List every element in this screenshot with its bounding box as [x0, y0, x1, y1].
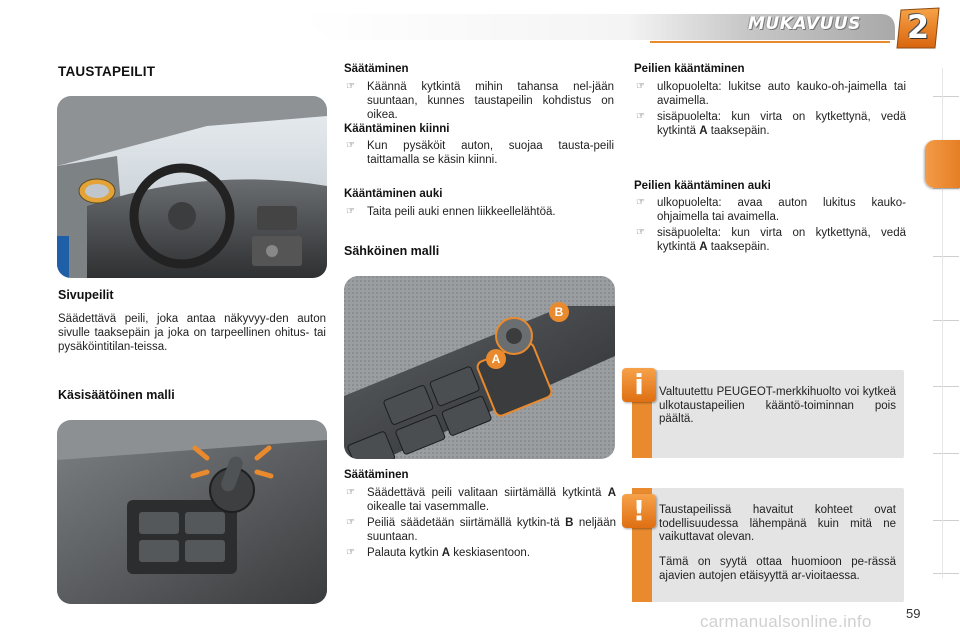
list-item-text: ulkopuolelta: avaa auton lukitus kauko-ohjaimella tai avaimella.	[657, 197, 906, 223]
callout-b: B	[549, 302, 569, 322]
tab-divider	[933, 188, 959, 189]
chapter-number: 2	[906, 8, 930, 46]
switch-label: A	[699, 241, 708, 253]
list-item-text: sisäpuolelta: kun virta on kytkettynä, vedä kytkintä	[657, 111, 906, 137]
tab-divider	[933, 320, 959, 321]
switch-label: A	[441, 547, 451, 559]
list-item	[344, 516, 616, 544]
warning-icon: !	[622, 494, 656, 528]
section-heading-adjusting-electric: Säätäminen	[344, 469, 409, 481]
tab-divider	[933, 453, 959, 454]
watermark: carmanualsonline.info	[700, 612, 872, 631]
warning-note-text-1: Taustapeilissä havaitut kohteet ovat todellisuudessa lähempänä kuin mitä ne vaikuttavat olevan.	[659, 504, 896, 543]
tab-divider	[933, 520, 959, 521]
manual-control-illustration	[57, 420, 327, 604]
pointing-hand-icon: ☞	[636, 227, 645, 238]
section-heading-unfolding: Kääntäminen auki	[344, 188, 443, 200]
list-item-text: oikealle tai vasemmalle.	[367, 501, 490, 513]
adjusting-electric-list	[344, 486, 616, 562]
folding-list	[344, 139, 614, 169]
chapter-badge	[895, 6, 941, 50]
switch-label: A	[607, 487, 616, 499]
tab-divider	[933, 96, 959, 97]
pointing-hand-icon: ☞	[346, 547, 355, 558]
list-item-text: neljään suuntaan.	[367, 517, 616, 543]
mirror-folding-list	[634, 80, 906, 140]
list-item-text: taaksepäin.	[707, 241, 770, 253]
section-title: MUKAVUUS	[748, 14, 861, 34]
pointing-hand-icon: ☞	[346, 81, 355, 92]
list-item-text: Taita peili auki ennen liikkeellelähtöä.	[367, 206, 556, 218]
pointing-hand-icon: ☞	[346, 206, 355, 217]
list-item-text: keskiasentoon.	[450, 547, 531, 559]
switch-label: B	[565, 517, 574, 529]
callout-a: A	[486, 349, 506, 369]
pointing-hand-icon: ☞	[346, 517, 355, 528]
tab-divider	[933, 386, 959, 387]
list-item-text: Käännä kytkintä mihin tahansa nel-jään suuntaan, kunnes taustapeilin kohdistus on oikea.	[367, 81, 614, 121]
switch-label: A	[699, 125, 708, 137]
section-heading-adjusting: Säätäminen	[344, 63, 409, 75]
electric-control-illustration	[344, 276, 615, 459]
side-mirrors-text: Säädettävä peili, joka antaa näkyvyy-den auton sivulle taaksepäin ja joka on tarpeellinen ohitus- tai pysäköintitilan-teissa.	[58, 313, 326, 353]
pointing-hand-icon: ☞	[636, 197, 645, 208]
warning-note-text-2: Tämä on syytä ottaa huomioon pe-rässä ajavien autojen etäisyyttä ar-vioitaessa.	[659, 556, 896, 582]
info-note-text: Valtuutettu PEUGEOT-merkkihuolto voi kytkeä ulkotaustapeilien kääntö-toiminnan pois päältä.	[659, 386, 896, 425]
electric-mirror-control-photo	[344, 276, 615, 459]
section-heading-mirror-unfolding: Peilien kääntäminen auki	[634, 180, 771, 192]
manual-mirror-control-photo	[57, 420, 327, 604]
list-item	[344, 486, 616, 514]
adjusting-list	[344, 80, 614, 124]
page-title: TAUSTAPEILIT	[58, 64, 156, 79]
pointing-hand-icon: ☞	[346, 140, 355, 151]
list-item-text: sisäpuolelta: kun virta on kytkettynä, vedä kytkintä	[657, 227, 906, 253]
list-item-text: taaksepäin.	[707, 125, 770, 137]
list-item-text: Säädettävä peili valitaan siirtämällä kytkintä	[367, 487, 608, 499]
list-item	[634, 226, 906, 254]
section-heading-folding: Kääntäminen kiinni	[344, 123, 450, 135]
list-item-text: Palauta kytkin	[367, 547, 442, 559]
section-heading-electric-model: Sähköinen malli	[344, 244, 440, 258]
list-item	[344, 546, 616, 560]
tab-divider	[933, 573, 959, 574]
tab-divider	[933, 256, 959, 257]
section-heading-side-mirrors: Sivupeilit	[58, 288, 114, 302]
list-item-text: ulkopuolelta: lukitse auto kauko-oh-jaimella tai avaimella.	[657, 81, 906, 107]
section-heading-mirror-folding: Peilien kääntäminen	[634, 63, 745, 75]
section-heading-manual-model: Käsisäätöinen malli	[58, 388, 175, 402]
pointing-hand-icon: ☞	[636, 81, 645, 92]
list-item	[344, 80, 614, 122]
unfolding-list	[344, 205, 614, 221]
tab-active-chapter-2[interactable]	[925, 140, 960, 188]
list-item	[634, 196, 906, 224]
info-icon: i	[622, 368, 656, 402]
warning-note	[632, 488, 904, 602]
pointing-hand-icon: ☞	[346, 487, 355, 498]
list-item-text: Peiliä säädetään siirtämällä kytkin-tä	[367, 517, 566, 529]
page-number: 59	[906, 606, 921, 621]
list-item	[634, 80, 906, 108]
list-item-text: Kun pysäköit auton, suojaa tausta-peili taittamalla se käsin kiinni.	[367, 140, 614, 166]
dashboard-illustration	[57, 96, 327, 278]
list-item	[344, 205, 614, 219]
info-note	[632, 370, 904, 458]
list-item	[344, 139, 614, 167]
pointing-hand-icon: ☞	[636, 111, 645, 122]
list-item	[634, 110, 906, 138]
mirror-unfolding-list	[634, 196, 906, 256]
dashboard-photo	[57, 96, 327, 278]
